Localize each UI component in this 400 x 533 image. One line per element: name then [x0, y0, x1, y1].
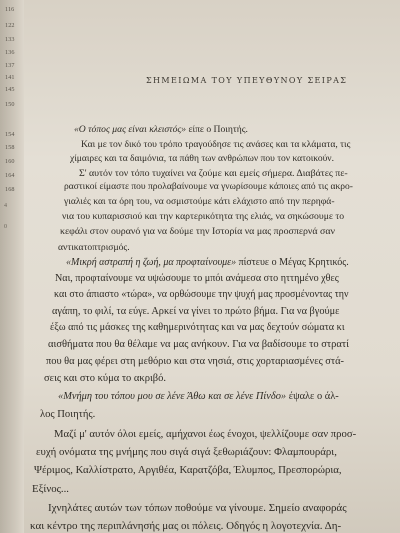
text-line: Εξίνος... [32, 483, 69, 495]
text-line: σεις και στο κύμα το ακριβό. [44, 373, 166, 384]
text-span: είπε ο Ποιητής. [186, 124, 248, 135]
text-line: Και με τον δικό του τρόπο τραγούδησε τις ανάσες και τα κλάματα, τις [81, 139, 351, 150]
margin-line-number: 116 [5, 6, 15, 13]
quote-italic: «Μικρή αστραπή η ζωή, μα προφταίνουμε» [66, 257, 237, 268]
text-line: και στο άπιαστο «τώρα», να ορθώσουμε την ψυχή μας προσμένοντας την [54, 289, 349, 300]
text-line: αντικατοπτρισμός. [58, 242, 130, 253]
margin-line-number: 133 [5, 36, 15, 43]
text-line: γιαλιές και τα όρη του, να οσμιστούμε κάτι ελάχιστο από την περηφά- [64, 196, 335, 207]
margin-line-number: 154 [5, 131, 15, 138]
margin-line-number: 136 [5, 49, 15, 56]
running-header: ΣΗΜΕΙΩΜΑ ΤΟΥ ΥΠΕΥΘΥΝΟΥ ΣΕΙΡΑΣ [146, 76, 348, 85]
stray-mark: 4 [4, 203, 7, 209]
margin-line-number: 122 [5, 22, 15, 29]
text-line: Ψέριμος, Καλλίστρατο, Αργιθέα, Καρατζόβα, Έλυμπος, Πρεσπορώρια, [34, 464, 342, 476]
text-line: ευχή ονόματα της μνήμης που σιγά σιγά ξεθωριάζουν: Φλαμπουράρι, [36, 446, 337, 458]
margin-line-number: 160 [5, 158, 15, 165]
text-line: αγάπη, το φιλί, τα εύγε. Αρκεί να γίνει το πρώτο βήμα. Για να βγούμε [52, 306, 340, 317]
text-line [58, 391, 339, 402]
margin-line-number: 141 [5, 74, 15, 81]
quote-italic: «Μνήμη του τόπου μου σε λένε Άθω και σε λένε Πίνδο» [58, 391, 287, 402]
text-line: έξω από τις μάσκες της καθημερινότητας και να μας δεχτούν σώματα κι [50, 322, 345, 333]
margin-line-number: 145 [5, 86, 15, 93]
margin-line-number: 150 [5, 101, 15, 108]
text-line: και κέντρο της περιπλάνησής μας οι πόλεις. Οδηγός η λογοτεχνία. Δη- [30, 520, 342, 532]
text-line: Ναι, προφταίνουμε να υψώσουμε το μπόι ανάμεσα στο ηττημένο χθες [55, 273, 339, 284]
text-line: λος Ποιητής. [40, 409, 96, 420]
text-line [74, 124, 248, 135]
text-line: που θα μας φέρει στη μεθόριο και στα νησιά, στις χορταριασμένες στά- [46, 356, 344, 367]
text-span: πίστευε ο Μέγας Κρητικός. [236, 257, 349, 268]
text-line: Μαζί μ' αυτόν όλοι εμείς, αμήχανοι έως ένοχοι, ψελλίζουμε σαν προσ- [54, 428, 357, 440]
text-line: Ιχνηλάτες αυτών των τόπων ποθούμε να γίνουμε. Σημείο αναφοράς [48, 502, 347, 514]
quote-italic: «Ο τόπος μας είναι κλειστός» [74, 124, 187, 135]
margin-line-number: 137 [5, 62, 15, 69]
text-line: χίμαιρες και τα δαιμόνια, τα πάθη των ανθρώπων που τον κατοικούν. [70, 154, 334, 164]
text-line: νια του κυπαρισσιού και την καρτερικότητα της ελιάς, να σηκώσουμε το [62, 211, 345, 222]
text-line: κεφάλι στον ουρανό για να δούμε την Ιστορία να μας προσπερνά σαν [60, 226, 335, 237]
stray-mark: 0 [4, 224, 7, 230]
text-line: αισθήματα που θα θέλαμε να μας ανήκουν. Για να βαδίσουμε το στρατί [48, 339, 349, 350]
text-line: ραστικοί είμαστε που προλαβαίνουμε να γνωρίσουμε κάποιες από τις ακρο- [64, 182, 353, 192]
margin-line-number: 168 [5, 186, 15, 193]
margin-line-number: 164 [5, 172, 15, 179]
text-line [66, 257, 349, 268]
text-line: Σ' αυτόν τον τόπο τυχαίνει να ζούμε και εμείς σήμερα. Διαβάτες πε- [79, 168, 348, 179]
margin-line-number: 158 [5, 144, 15, 151]
previous-page-edge [0, 0, 24, 533]
text-span: έψαλε ο άλ- [286, 391, 339, 402]
